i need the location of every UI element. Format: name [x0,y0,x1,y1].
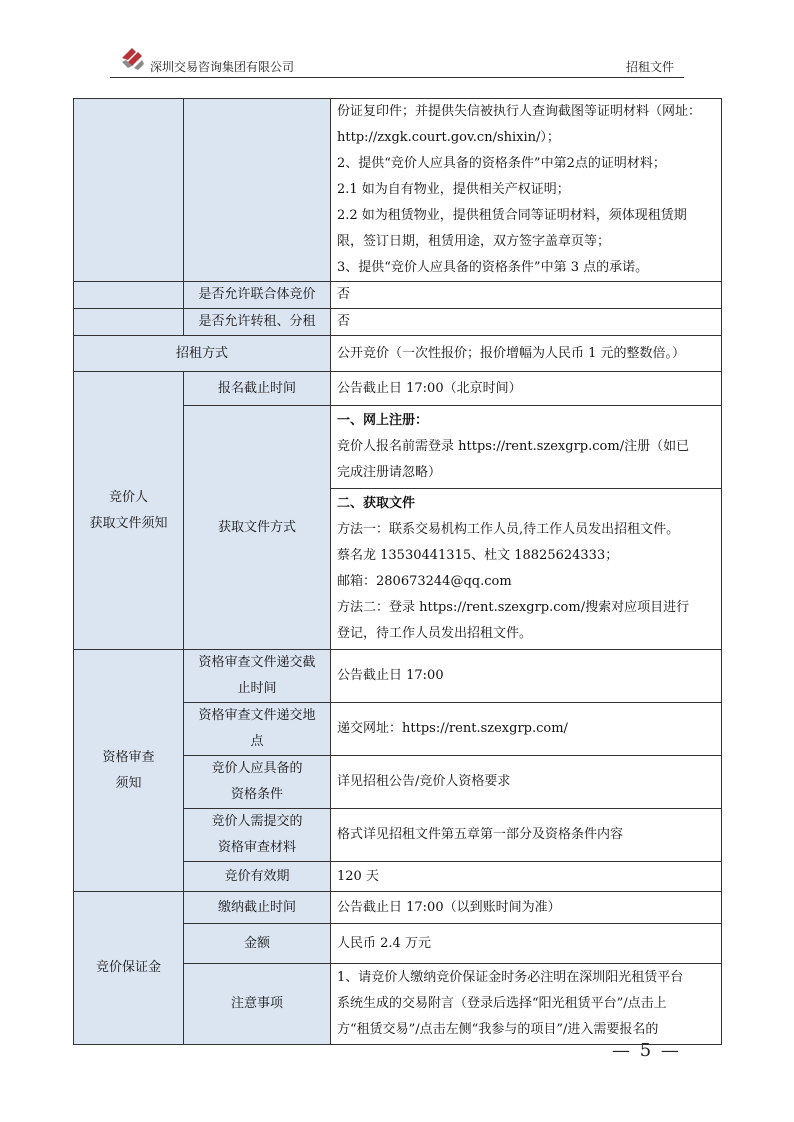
rental-method-label: 招租方式 [74,336,331,372]
label-line: 止时间 [237,681,277,696]
document-type: 招租文件 [625,60,674,74]
table-row [74,892,722,924]
group-label-line: 须知 [115,775,142,791]
online-registration [331,406,722,489]
registration-deadline-value: 公告截止日 17:00（北京时间） [331,372,722,406]
label-line: 资格审查文件递交地 [198,708,316,723]
sublease-label: 是否允许转租、分租 [184,309,331,336]
deposit-group-label: 竞价保证金 [74,892,184,1045]
text-line: 方法一：联系交易机构工作人员,待工作人员发出招租文件。 [337,522,680,537]
table-row [74,336,722,372]
company-name: 深圳交易咨询集团有限公司 [150,60,295,74]
submit-deadline-value: 公告截止日 17:00 [331,650,722,703]
obtain-heading: 二、获取文件 [337,496,416,511]
continued-requirements [331,99,722,282]
group-label-line: 竞价人 [108,489,148,505]
text-line: 份证复印件；并提供失信被执行人查询截图等证明材料（网址： [337,104,702,119]
deposit-deadline-label: 缴纳截止时间 [184,892,331,924]
text-line: 蔡名龙 13530441315、杜文 18825624333； [337,548,619,563]
validity-label: 竞价有效期 [184,862,331,892]
validity-value: 120 天 [331,862,722,892]
text-line: 邮箱：280673244@qq.com [337,574,512,589]
consortium-label: 是否允许联合体竞价 [184,282,331,309]
deposit-notes-label: 注意事项 [184,964,331,1045]
materials-label [184,809,331,862]
bidder-group-label [74,372,184,650]
text-line: http://zxgk.court.gov.cn/shixin/）； [337,130,560,145]
sublease-value: 否 [331,309,722,336]
text-line: 限，签订日期，租赁用途，双方签字盖章页等； [337,234,611,249]
label-line: 点 [250,734,264,749]
deposit-notes-value [331,964,722,1045]
label-line: 资格条件 [230,787,283,802]
label-cell-empty [184,99,331,282]
label-line: 竞价人应具备的 [211,761,303,776]
page-header [110,44,684,80]
text-line: 完成注册请忽略） [337,465,442,480]
deposit-amount-value: 人民币 2.4 万元 [331,924,722,964]
submit-place-label [184,703,331,756]
text-line: 1、请竞价人缴纳竞价保证金时务必注明在深圳阳光租赁平台 [337,970,684,985]
table-row [74,282,722,309]
text-line: 登记，待工作人员发出招租文件。 [337,626,533,641]
tender-info-table [73,98,722,1045]
registration-heading: 一、网上注册： [337,413,429,428]
group-label-line: 资格审查 [102,749,155,765]
text-line: 2.1 如为自有物业，提供相关产权证明； [337,182,570,197]
group-cell-empty [74,309,184,336]
table-row [74,99,722,282]
text-line: 方法二：登录 https://rent.szexgrp.com/搜索对应项目进行 [337,600,690,615]
conditions-label [184,756,331,809]
rental-method-value: 公开竞价（一次性报价；报价增幅为人民币 1 元的整数倍。） [331,336,722,372]
materials-value: 格式详见招租文件第五章第一部分及资格条件内容 [331,809,722,862]
label-line: 竞价人需提交的 [211,814,303,829]
qualification-group-label [74,650,184,892]
text-line: 系统生成的交易附言（登录后选择“阳光租赁平台”/点击上 [337,996,667,1011]
label-line: 资格审查文件递交截 [198,655,316,670]
submit-place-value: 递交网址：https://rent.szexgrp.com/ [331,703,722,756]
label-line: 资格审查材料 [217,840,296,855]
company-logo-icon [118,44,146,72]
table-row [74,372,722,406]
table-row [74,650,722,703]
text-line: 3、提供“竞价人应具备的资格条件”中第 3 点的承诺。 [337,260,649,275]
group-label-line: 获取文件须知 [89,515,168,531]
consortium-value: 否 [331,282,722,309]
text-line: 2.2 如为租赁物业，提供租赁合同等证明材料，须体现租赁期 [337,208,687,223]
text-line: 方“租赁交易”/点击左侧“我参与的项目”/进入需要报名的 [337,1022,659,1037]
submit-deadline-label [184,650,331,703]
table-row [74,309,722,336]
page-number: — 5 — [612,1040,681,1061]
deposit-deadline-value: 公告截止日 17:00（以到账时间为准） [331,892,722,924]
obtain-method-label: 获取文件方式 [184,406,331,650]
group-cell-empty [74,99,184,282]
group-cell-empty [74,282,184,309]
obtain-documents [331,489,722,650]
header-divider [110,77,684,78]
deposit-amount-label: 金额 [184,924,331,964]
text-line: 竞价人报名前需登录 https://rent.szexgrp.com/注册（如已 [337,439,690,454]
registration-deadline-label: 报名截止时间 [184,372,331,406]
conditions-value: 详见招租公告/竞价人资格要求 [331,756,722,809]
text-line: 2、提供“竞价人应具备的资格条件”中第2点的证明材料； [337,156,666,171]
